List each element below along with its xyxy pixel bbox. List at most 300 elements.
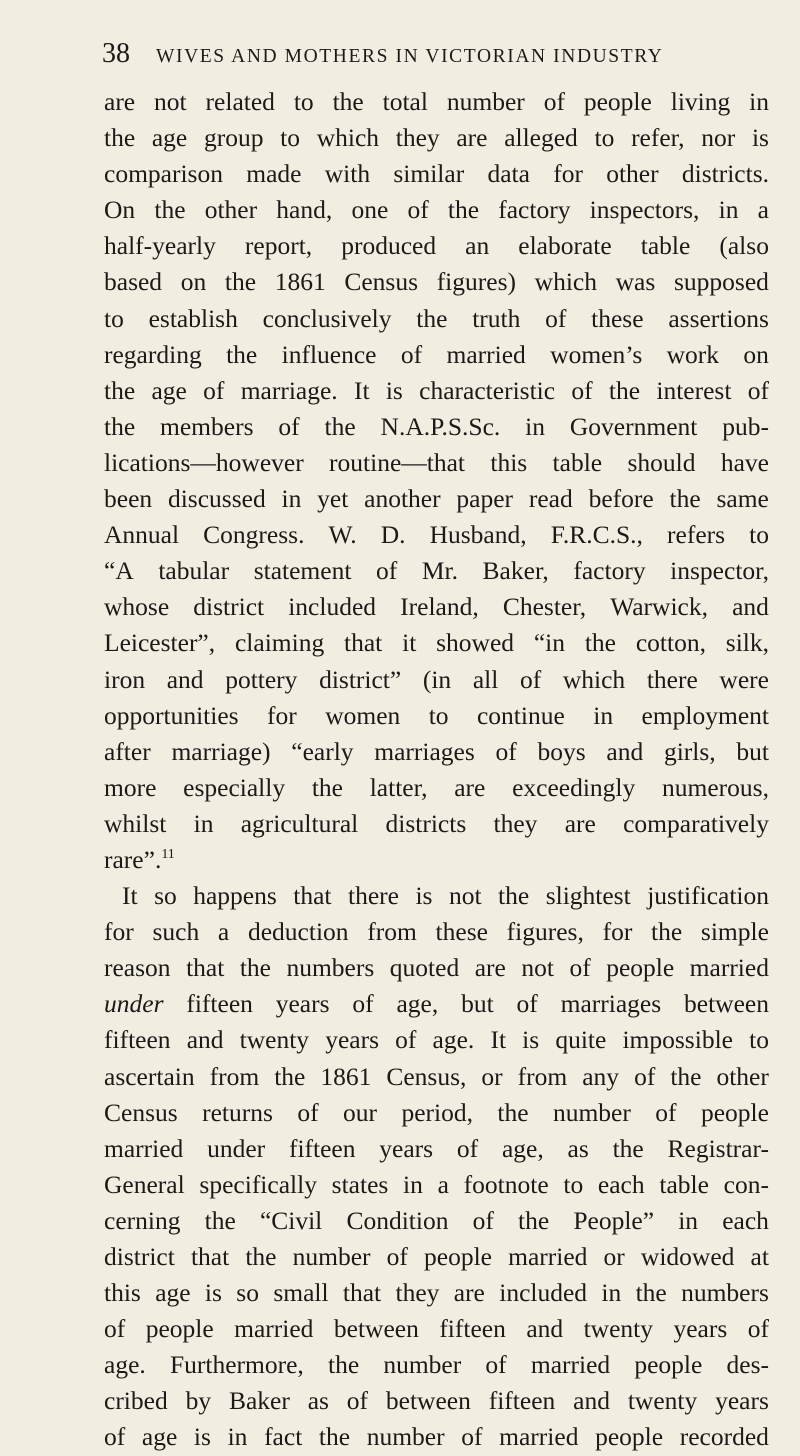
word: such — [152, 917, 200, 947]
word: other — [204, 195, 258, 225]
word: pottery — [225, 664, 298, 694]
word: of — [495, 736, 517, 766]
word: simple — [700, 917, 769, 947]
word: as — [567, 1133, 589, 1163]
word: factory — [573, 556, 646, 586]
word: other — [716, 1061, 769, 1091]
word: of — [407, 195, 429, 225]
text-line — [104, 625, 769, 661]
word: made — [246, 159, 302, 189]
word: group — [203, 123, 264, 153]
word: (also — [719, 231, 769, 261]
word: D. — [380, 520, 406, 550]
word: of — [747, 375, 769, 405]
word: slightest — [545, 881, 631, 911]
word: was — [615, 267, 656, 297]
word: been — [104, 484, 153, 514]
word: years — [275, 989, 330, 1019]
word: opportunities — [104, 700, 239, 730]
word: inspector, — [670, 556, 769, 586]
text-line — [104, 409, 769, 445]
word: number — [366, 1422, 445, 1452]
text-line — [104, 986, 769, 1022]
word: or — [481, 1061, 503, 1091]
word: Husband, — [429, 520, 527, 550]
word: is — [193, 1422, 211, 1452]
word: Registrar- — [667, 1133, 769, 1163]
word: in — [403, 1169, 423, 1199]
text-line — [104, 228, 769, 264]
word: of — [569, 953, 591, 983]
word: married — [530, 1350, 611, 1380]
word: all — [472, 664, 499, 694]
word: hand, — [276, 195, 333, 225]
text-line — [104, 84, 769, 120]
word: refer, — [631, 123, 685, 153]
word: of — [634, 1061, 656, 1091]
word: Census, — [386, 1061, 467, 1091]
word: and — [526, 1314, 564, 1344]
word: Furthermore, — [169, 1350, 304, 1380]
word: for — [104, 917, 134, 947]
word: of — [104, 1422, 126, 1452]
word: are — [564, 808, 596, 838]
word: the — [327, 1350, 360, 1380]
word: Baker, — [482, 556, 549, 586]
word: F.R.C.S., — [550, 520, 643, 550]
word: of — [472, 1205, 494, 1235]
word: the — [224, 267, 257, 297]
word: It — [490, 1025, 507, 1055]
word: deduction — [247, 917, 349, 947]
text-line — [104, 1239, 769, 1275]
text-line — [104, 1167, 769, 1203]
text-line — [104, 1095, 769, 1131]
word: people — [606, 953, 675, 983]
word: people — [700, 1097, 769, 1127]
word: twenty — [583, 1314, 653, 1344]
word: that — [342, 1278, 382, 1308]
word: on — [743, 339, 769, 369]
text-line — [104, 553, 769, 589]
word: characteristic — [419, 375, 556, 405]
word: to — [280, 123, 300, 153]
word: numbers — [681, 1278, 769, 1308]
word: the — [669, 484, 701, 514]
word: 1861 — [274, 267, 326, 297]
word: whilst — [104, 808, 167, 838]
word: supposed — [673, 267, 769, 297]
text-line — [104, 589, 769, 625]
word: marriage) — [171, 736, 271, 766]
text-line — [104, 1059, 769, 1095]
word: marriage. — [240, 375, 338, 405]
word: another — [364, 484, 441, 514]
word: Condition — [346, 1205, 449, 1235]
word: people — [145, 1314, 214, 1344]
word: between — [684, 989, 769, 1019]
word: the — [226, 339, 258, 369]
word: is — [204, 1278, 222, 1308]
word: fifteen — [104, 1025, 171, 1055]
word: women’s — [550, 339, 643, 369]
word: data — [487, 159, 530, 189]
word: with — [324, 159, 371, 189]
word: marriages — [374, 736, 475, 766]
word: age. — [432, 1025, 475, 1055]
word: in — [749, 87, 769, 116]
word: which — [534, 267, 597, 297]
word: years — [379, 1133, 434, 1163]
word: Mr. — [421, 556, 458, 586]
word: People” — [573, 1205, 655, 1235]
page-number: 38 — [102, 38, 130, 69]
word: age — [141, 1422, 178, 1452]
word: married — [689, 953, 769, 983]
word: yet — [317, 484, 349, 514]
word: is — [522, 1025, 540, 1055]
word: in — [593, 700, 614, 730]
word: and — [732, 592, 769, 622]
word: figures, — [506, 917, 584, 947]
word: members — [160, 411, 254, 441]
running-head — [102, 38, 764, 78]
word: district — [193, 592, 265, 622]
word: of — [519, 664, 542, 694]
word: one — [351, 195, 389, 225]
word: of — [516, 989, 538, 1019]
word: nor — [701, 123, 736, 153]
word: there — [646, 664, 698, 694]
word: the — [498, 881, 530, 911]
word: comparison — [104, 159, 223, 189]
word: number — [552, 1097, 631, 1127]
word: age, — [396, 989, 439, 1019]
text-line — [104, 264, 769, 300]
word: widowed — [640, 1242, 735, 1271]
word: Chester, — [502, 592, 587, 622]
word: these — [591, 303, 644, 333]
word: of — [278, 411, 300, 441]
word: same — [716, 484, 769, 514]
word: and — [166, 664, 204, 694]
word: lications—however — [104, 447, 304, 477]
word: that — [344, 628, 383, 658]
word: which — [562, 664, 626, 694]
word: are — [454, 772, 486, 802]
word: of — [543, 87, 565, 116]
word: of — [376, 556, 398, 586]
word: cerning — [104, 1205, 181, 1235]
word: our — [343, 1097, 378, 1127]
word: is — [415, 881, 433, 911]
word: the — [204, 1205, 236, 1235]
word: comparatively — [623, 808, 769, 838]
word: in — [193, 808, 214, 838]
word: justification — [647, 881, 769, 911]
word: the — [447, 195, 480, 225]
word: influence — [281, 339, 377, 369]
word: more — [104, 772, 157, 802]
word: between — [333, 1314, 419, 1344]
word: table — [640, 231, 691, 261]
text-line — [104, 698, 769, 734]
word: which — [316, 123, 380, 153]
word: a — [217, 917, 230, 947]
word: have — [720, 447, 769, 477]
word: of — [346, 1386, 369, 1416]
word: reason — [104, 953, 171, 983]
word: factory — [498, 195, 571, 225]
text-line — [104, 337, 769, 373]
text-line — [104, 662, 769, 698]
text-line — [104, 1275, 769, 1311]
word: the — [104, 123, 136, 153]
word: Leicester”, — [104, 628, 216, 658]
text-line — [104, 301, 769, 337]
word: the — [497, 1097, 529, 1127]
word: years — [715, 1386, 769, 1416]
word: read — [528, 484, 573, 514]
body-text — [104, 84, 769, 1456]
word: from — [517, 1061, 568, 1091]
word: district” — [319, 664, 402, 694]
word: the — [651, 917, 683, 947]
text-line — [104, 156, 769, 192]
word: each — [722, 1205, 769, 1235]
word: for — [553, 159, 583, 189]
word: people — [583, 87, 652, 116]
word: establish — [148, 303, 238, 333]
word: are — [104, 87, 136, 116]
word: N.A.P.S.Sc. — [380, 411, 501, 441]
word: should — [627, 447, 696, 477]
word: General — [104, 1169, 185, 1199]
word: Census — [104, 1097, 178, 1127]
word: quoted — [389, 953, 460, 983]
word: of — [297, 1097, 319, 1127]
word: Government — [569, 411, 698, 441]
word: similar — [393, 159, 465, 189]
word: states — [331, 1169, 389, 1199]
word: age — [151, 123, 188, 153]
word: of — [456, 1133, 479, 1163]
word: are — [453, 1278, 485, 1308]
word: Ireland, — [400, 592, 479, 622]
word: from — [209, 1061, 260, 1091]
word: iron — [104, 664, 146, 694]
word: It — [122, 881, 138, 911]
word: impossible — [622, 1025, 733, 1055]
word: cribed — [104, 1386, 168, 1416]
word: On — [104, 195, 136, 225]
word: Census — [344, 267, 419, 297]
word: under — [104, 989, 164, 1019]
word: latter, — [369, 772, 428, 802]
text-line — [104, 950, 769, 986]
word: age — [155, 1278, 191, 1308]
word: each — [597, 1169, 645, 1199]
word: to — [293, 87, 314, 116]
word: for — [602, 917, 633, 947]
word: married — [508, 1242, 588, 1271]
word: footnote — [463, 1169, 549, 1199]
word: quite — [555, 1025, 607, 1055]
word: returns — [202, 1097, 273, 1127]
word: fifteen — [439, 1314, 506, 1344]
word: for — [267, 700, 297, 730]
word: to — [749, 1025, 769, 1055]
word: “A — [104, 556, 134, 586]
word: the — [332, 87, 364, 116]
word: age. — [104, 1350, 146, 1380]
word: years — [673, 1314, 728, 1344]
word: this — [104, 1278, 141, 1308]
word: to — [594, 123, 615, 153]
word: cotton, — [635, 628, 706, 658]
word: is — [751, 123, 769, 153]
word: of — [461, 1422, 483, 1452]
word: exceedingly — [512, 772, 636, 802]
word: “in — [533, 628, 566, 658]
word: by — [185, 1386, 212, 1416]
word: to — [563, 1169, 584, 1199]
word: It — [353, 375, 370, 405]
word: district — [104, 1242, 175, 1271]
word: rare”.$^{11}$ — [104, 844, 175, 874]
word: boys — [537, 736, 586, 766]
word: showed — [436, 628, 515, 658]
word: of — [104, 1314, 126, 1344]
word: fact — [264, 1422, 303, 1452]
text-line — [104, 1419, 769, 1455]
word: of — [747, 1314, 769, 1344]
word: included — [288, 592, 377, 622]
word: conclusively — [262, 303, 392, 333]
word: the — [518, 1205, 550, 1235]
text-line — [104, 192, 769, 228]
word: truth — [472, 303, 521, 333]
word: of — [352, 989, 374, 1019]
word: the — [584, 628, 616, 658]
word: whose — [104, 592, 170, 622]
text-line — [104, 1311, 769, 1347]
word: as — [307, 1386, 329, 1416]
word: the — [670, 1061, 702, 1091]
word: not — [448, 881, 482, 911]
word: numbers — [286, 953, 375, 983]
word: marriages — [560, 989, 662, 1019]
word: of — [386, 1242, 408, 1271]
word: silk, — [725, 628, 769, 658]
word: in — [227, 1422, 248, 1452]
word: married — [499, 1422, 579, 1452]
word: elaborate — [518, 231, 612, 261]
word: and — [573, 1386, 610, 1416]
word: an — [465, 231, 490, 261]
word: period, — [401, 1097, 473, 1127]
word: of — [655, 1097, 677, 1127]
word: report, — [244, 231, 313, 261]
word: of — [395, 1025, 417, 1055]
word: in — [525, 411, 546, 441]
word: inspectors, — [589, 195, 700, 225]
word: happens — [193, 881, 277, 911]
word: on — [180, 267, 207, 297]
word: people — [424, 1242, 492, 1271]
word: interest — [656, 375, 732, 405]
word: people — [634, 1350, 703, 1380]
running-title: WIVES AND MOTHERS IN VICTORIAN INDUSTRY — [156, 46, 664, 67]
footnote-marker: 11 — [161, 846, 175, 862]
word: “early — [291, 736, 354, 766]
word: it — [402, 628, 417, 658]
text-line — [104, 914, 769, 950]
word: so — [236, 1278, 259, 1308]
word: the — [311, 772, 343, 802]
word: the — [274, 1061, 306, 1091]
word: agricultural — [240, 808, 359, 838]
word: fifteen — [288, 1133, 356, 1163]
word: other — [606, 159, 659, 189]
word: routine—that — [329, 447, 466, 477]
word: women — [325, 700, 401, 730]
word: the — [612, 1133, 644, 1163]
word: in — [601, 1278, 622, 1308]
word: “Civil — [259, 1205, 323, 1235]
word: not — [154, 87, 187, 116]
word: ascertain — [104, 1061, 195, 1091]
word: the — [635, 1278, 667, 1308]
word: to — [428, 700, 449, 730]
word: recorded — [679, 1422, 769, 1452]
word: in — [718, 195, 739, 225]
word: pub- — [722, 411, 769, 441]
word: the — [324, 411, 356, 441]
word: the — [104, 411, 136, 441]
text-line — [104, 878, 769, 914]
word: is — [385, 375, 403, 405]
word: after — [104, 736, 151, 766]
word: small — [273, 1278, 329, 1308]
word: the — [245, 1242, 277, 1271]
word: based — [104, 267, 163, 297]
text-line — [104, 1203, 769, 1239]
word: total — [382, 87, 428, 116]
word: in — [281, 484, 302, 514]
word: twenty — [627, 1386, 698, 1416]
word: the — [318, 1422, 351, 1452]
text-line — [104, 770, 769, 806]
word: table — [552, 447, 603, 477]
word: Congress. — [203, 520, 305, 550]
word: numerous, — [662, 772, 769, 802]
word: districts. — [681, 159, 769, 189]
word: Baker — [228, 1386, 290, 1416]
text-line — [104, 445, 769, 481]
word: table — [659, 1169, 709, 1199]
text-line — [104, 120, 769, 156]
word: of — [571, 375, 593, 405]
text-line — [104, 1131, 769, 1167]
word: number — [383, 1350, 462, 1380]
word: these — [435, 917, 488, 947]
text-line — [104, 1022, 769, 1058]
word: and — [606, 736, 644, 766]
word: between — [385, 1386, 471, 1416]
word: fifteen — [488, 1386, 556, 1416]
text-line — [104, 842, 769, 878]
